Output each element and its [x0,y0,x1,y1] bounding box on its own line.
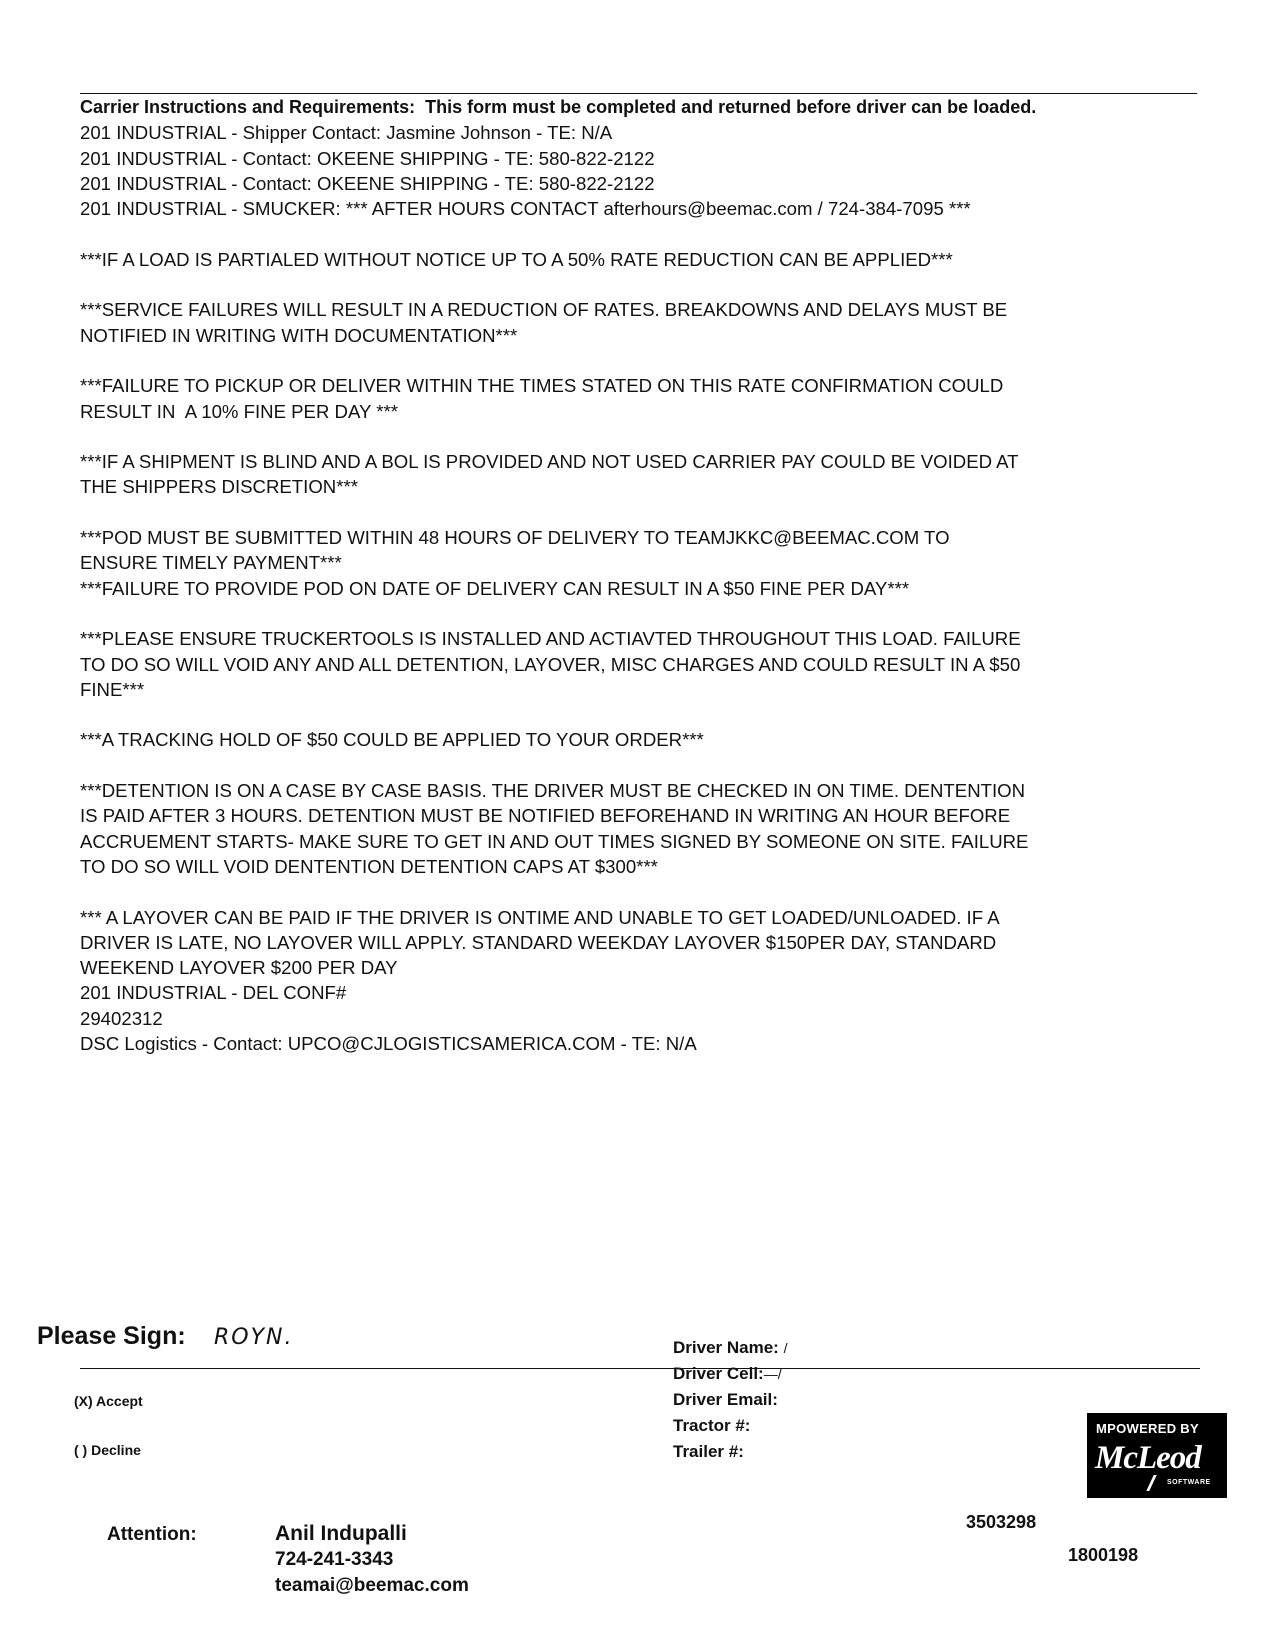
spacer [80,879,1200,904]
spacer [80,272,1200,297]
trailer-label[interactable]: Trailer #: [673,1442,744,1461]
detention-notice: ACCRUEMENT STARTS- MAKE SURE TO GET IN AND OUT TIMES SIGNED BY SOMEONE ON SITE. FAILURE [80,830,1029,852]
pod-notice: ***POD MUST BE SUBMITTED WITHIN 48 HOURS OF DELIVERY TO TEAMJKKC@BEEMAC.COM TO [80,527,950,549]
please-sign-label: Please Sign: [37,1322,186,1350]
pickup-failure-notice: RESULT IN A 10% FINE PER DAY *** [80,400,398,422]
logo-slash-icon [1146,1475,1156,1491]
service-failure-notice: NOTIFIED IN WRITING WITH DOCUMENTATION*** [80,324,518,346]
spacer [80,348,1200,373]
spacer [80,601,1200,626]
contact-line: 201 INDUSTRIAL - Contact: OKEENE SHIPPING - TE: 580-822-2122 [80,147,655,169]
contact-line: 201 INDUSTRIAL - Contact: OKEENE SHIPPING - TE: 580-822-2122 [80,172,655,194]
reference-number: 1800198 [1068,1545,1139,1565]
driver-name-label: Driver Name: [673,1338,779,1357]
signature-line [80,1368,1200,1369]
order-number: 3503298 [966,1512,1037,1532]
truckertools-notice: TO DO SO WILL VOID ANY AND ALL DETENTION, LAYOVER, MISC CHARGES AND COULD RESULT IN A $50 [80,653,1021,675]
layover-notice: DRIVER IS LATE, NO LAYOVER WILL APPLY. STANDARD WEEKDAY LAYOVER $150PER DAY, STANDARD [80,931,997,953]
top-divider [80,93,1197,94]
driver-name-row[interactable] [673,1335,787,1361]
accept-option[interactable]: (X) Accept [74,1393,143,1409]
consignee-contact: DSC Logistics - Contact: UPCO@CJLOGISTICSAMERICA.COM - TE: N/A [80,1032,697,1054]
pod-notice: ENSURE TIMELY PAYMENT*** [80,552,342,574]
pod-notice: ***FAILURE TO PROVIDE POD ON DATE OF DELIVERY CAN RESULT IN A $50 FINE PER DAY*** [80,577,910,599]
decline-option[interactable]: ( ) Decline [74,1442,141,1458]
layover-notice: *** A LAYOVER CAN BE PAID IF THE DRIVER IS ONTIME AND UNABLE TO GET LOADED/UNLOADED. IF A [80,906,1000,928]
logo-software: SOFTWARE [1167,1479,1211,1486]
detention-notice: IS PAID AFTER 3 HOURS. DETENTION MUST BE NOTIFIED BEFOREHAND IN WRITING AN HOUR BEFORE [80,805,1011,827]
partial-load-notice: ***IF A LOAD IS PARTIALED WITHOUT NOTICE UP TO A 50% RATE REDUCTION CAN BE APPLIED*** [80,248,953,270]
truckertools-notice: ***PLEASE ENSURE TRUCKERTOOLS IS INSTALLED AND ACTIAVTED THROUGHOUT THIS LOAD. FAILURE [80,628,1021,650]
detention-notice: TO DO SO WILL VOID DENTENTION DETENTION CAPS AT $300*** [80,855,658,877]
spacer [80,500,1200,525]
tracking-hold-notice: ***A TRACKING HOLD OF $50 COULD BE APPLIED TO YOUR ORDER*** [80,729,704,751]
attention-email: teamai@beemac.com [275,1575,469,1596]
spacer [80,221,1200,246]
driver-name-value: / [783,1340,788,1356]
tractor-label[interactable]: Tractor #: [673,1416,751,1435]
instructions-heading: Carrier Instructions and Requirements: This form must be completed and returned before driver can be loaded. [80,97,1037,117]
service-failure-notice: ***SERVICE FAILURES WILL RESULT IN A REDUCTION OF RATES. BREAKDOWNS AND DELAYS MUST BE [80,299,1008,321]
detention-notice: ***DETENTION IS ON A CASE BY CASE BASIS. THE DRIVER MUST BE CHECKED IN ON TIME. DENTENTION [80,780,1026,802]
contact-line: 201 INDUSTRIAL - SMUCKER: *** AFTER HOURS CONTACT afterhours@beemac.com / 724-384-7095 *** [80,198,971,220]
mcleod-logo [1087,1413,1227,1498]
carrier-instructions [80,95,1200,1056]
driver-cell-row[interactable] [673,1361,787,1387]
contact-line: 201 INDUSTRIAL - Shipper Contact: Jasmine Johnson - TE: N/A [80,122,613,144]
spacer [80,702,1200,727]
spacer [80,424,1200,449]
driver-email-label[interactable]: Driver Email: [673,1390,778,1409]
driver-cell-value: —/ [763,1366,782,1382]
driver-cell-label: Driver Cell: [673,1364,764,1383]
blind-shipment-notice: ***IF A SHIPMENT IS BLIND AND A BOL IS PROVIDED AND NOT USED CARRIER PAY COULD BE VOIDED AT [80,451,1019,473]
pickup-failure-notice: ***FAILURE TO PICKUP OR DELIVER WITHIN THE TIMES STATED ON THIS RATE CONFIRMATION COULD [80,375,1004,397]
attention-contact [275,1521,469,1599]
attention-name: Anil Indupalli [275,1522,407,1545]
delivery-confirmation-number: 29402312 [80,1007,163,1029]
delivery-confirmation-label: 201 INDUSTRIAL - DEL CONF# [80,982,347,1004]
spacer [80,753,1200,778]
layover-notice: WEEKEND LAYOVER $200 PER DAY [80,957,398,979]
driver-info [673,1335,787,1465]
attention-label: Attention: [107,1524,197,1545]
blind-shipment-notice: THE SHIPPERS DISCRETION*** [80,476,358,498]
truckertools-notice: FINE*** [80,678,145,700]
signature-field[interactable]: ROYN. [214,1325,294,1350]
logo-powered-by: MPOWERED BY [1096,1421,1199,1436]
logo-mcleod: McLeod [1095,1440,1201,1476]
attention-phone: 724-241-3343 [275,1549,394,1570]
